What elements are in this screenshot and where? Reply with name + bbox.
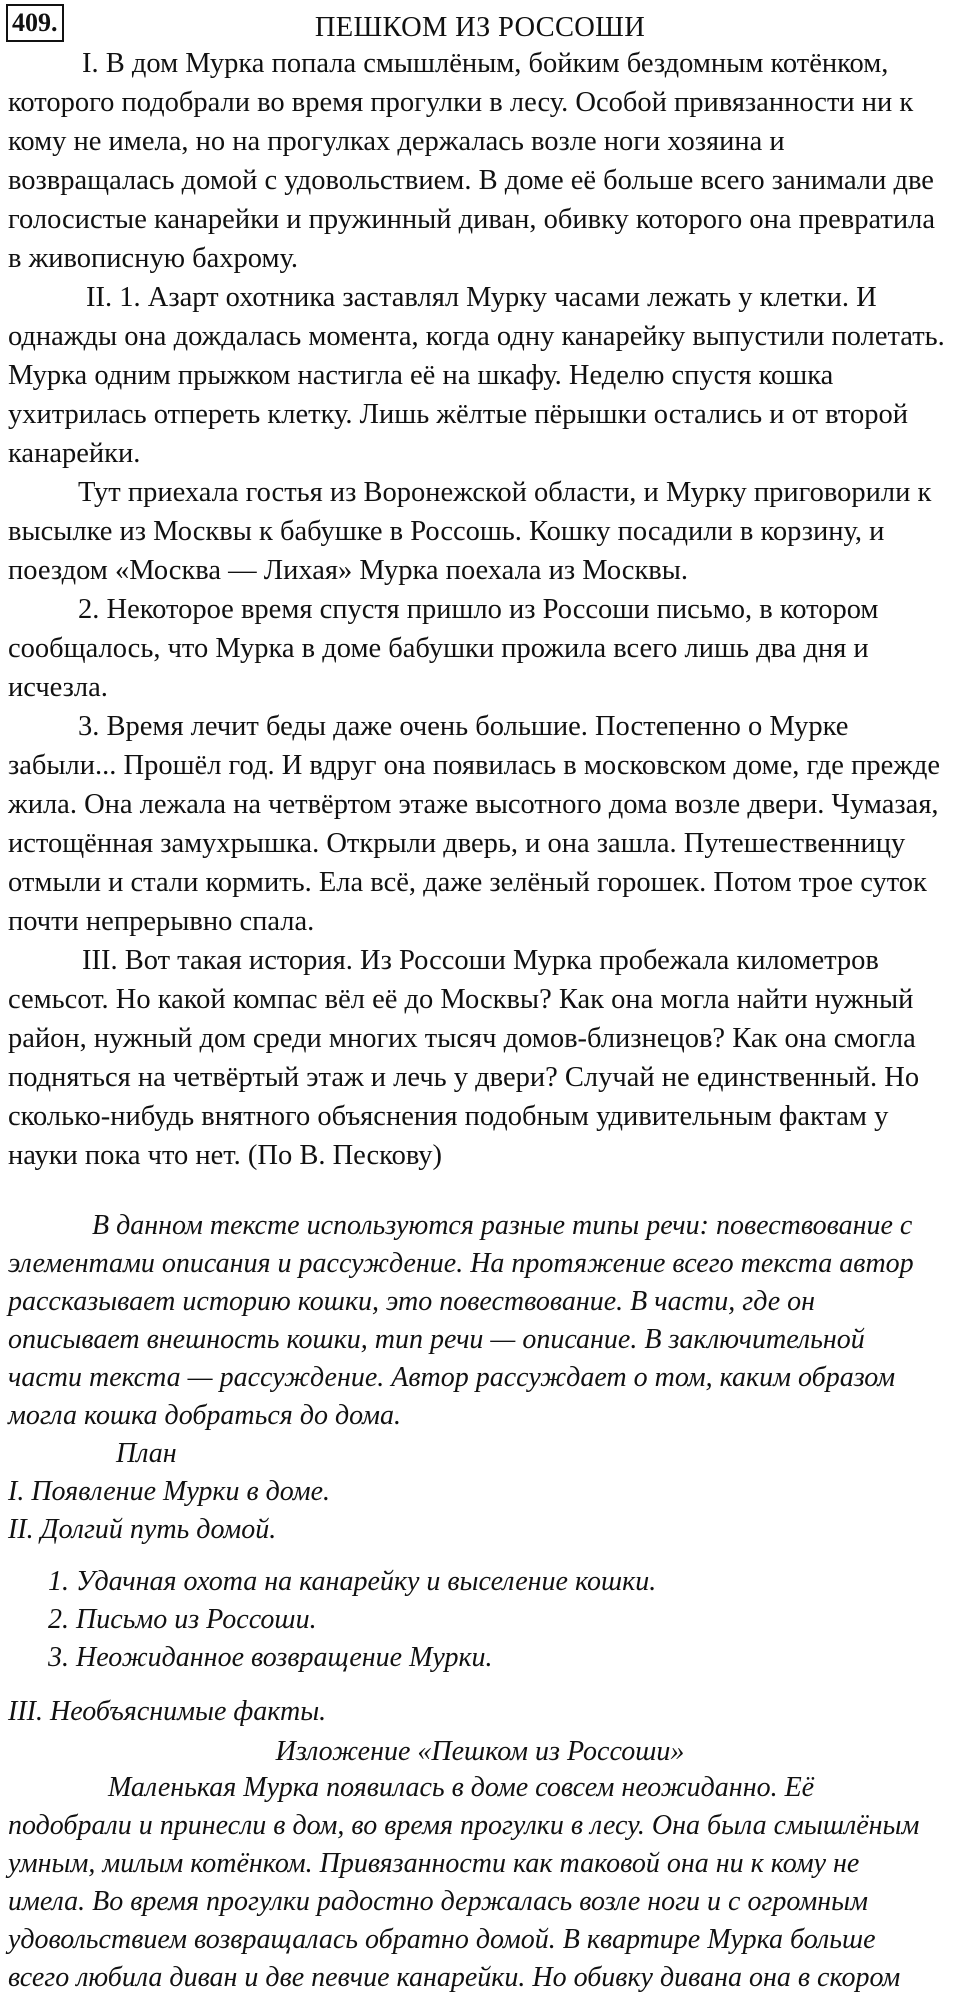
text-line: кому не имела, но на прогулках держалась возле ноги хозяина и xyxy=(8,126,785,157)
text-line: подняться на четвёртый этаж и лечь у двери? Случай не единственный. Но xyxy=(8,1062,920,1093)
text-line: высылке из Москвы к бабушке в Россошь. Кошку посадили в корзину, и xyxy=(8,516,885,547)
document-title: ПЕШКОМ ИЗ РОССОШИ xyxy=(314,12,646,43)
text-line: удовольствием возвращалась обратно домой. В квартире Мурка больше xyxy=(8,1924,876,1955)
text-line: канарейки. xyxy=(8,438,141,469)
text-line: голосистые канарейки и пружинный диван, обивку которого она превратила xyxy=(8,204,936,235)
text-line: жила. Она лежала на четвёртом этаже высотного дома возле двери. Чумазая, xyxy=(8,789,939,820)
text-line: Маленькая Мурка появилась в доме совсем неожиданно. Её xyxy=(108,1772,815,1803)
text-line: всего любила диван и две певчие канарейки. Но обивку дивана она в скором xyxy=(8,1962,901,1993)
text-line: сколько-нибудь внятного объяснения подобным удивительным фактам у xyxy=(8,1101,889,1132)
text-line: III. Вот такая история. Из Россоши Мурка пробежала километров xyxy=(82,945,879,976)
text-line: имела. Во время прогулки радостно держалась возле ноги и с огромным xyxy=(8,1886,868,1917)
text-line: забыли... Прошёл год. И вдруг она появилась в московском доме, где прежде xyxy=(8,750,941,781)
text-line: возвращалась домой с удовольствием. В доме её больше всего занимали две xyxy=(8,165,934,196)
text-line: I. В дом Мурка попала смышлёным, бойким бездомным котёнком, xyxy=(82,48,889,79)
text-line: подобрали и принесли в дом, во время прогулки в лесу. Она была смышлёным xyxy=(8,1810,920,1841)
text-line: в живописную бахрому. xyxy=(8,243,299,274)
text-line: исчезла. xyxy=(8,672,108,703)
text-line: район, нужный дом среди многих тысяч домов-близнецов? Как она смогла xyxy=(8,1023,916,1054)
text-line: умным, милым котёнком. Привязанности как таковой она ни к кому не xyxy=(8,1848,860,1879)
text-line: которого подобрали во время прогулки в лесу. Особой привязанности ни к xyxy=(8,87,914,118)
text-line: поездом «Москва — Лихая» Мурка поехала из Москвы. xyxy=(8,555,689,586)
text-line: Тут приехала гостья из Воронежской области, и Мурку приговорили к xyxy=(78,477,932,508)
text-line: могла кошка добраться до дома. xyxy=(8,1400,401,1431)
text-line: описывает внешность кошки, тип речи — описание. В заключительной xyxy=(8,1324,865,1355)
plan-subitem: 1. Удачная охота на канарейку и выселение кошки. xyxy=(48,1566,657,1597)
text-line: семьсот. Но какой компас вёл её до Москвы? Как она могла найти нужный xyxy=(8,984,914,1015)
text-line: ухитрилась отпереть клетку. Лишь жёлтые пёрышки остались и от второй xyxy=(8,399,908,430)
text-line: науки пока что нет. (По В. Пескову) xyxy=(8,1140,443,1171)
text-line: 3. Время лечит беды даже очень большие. Постепенно о Мурке xyxy=(78,711,849,742)
text-line: Мурка одним прыжком настигла её на шкафу. Неделю спустя кошка xyxy=(8,360,834,391)
plan-item: II. Долгий путь домой. xyxy=(8,1514,277,1545)
plan-item: I. Появление Мурки в доме. xyxy=(8,1476,331,1507)
plan-subitem: 3. Неожиданное возвращение Мурки. xyxy=(48,1642,493,1673)
text-line: части текста — рассуждение. Автор рассуждает о том, каким образом xyxy=(8,1362,896,1393)
exercise-number: 409. xyxy=(6,4,64,42)
text-line: элементами описания и рассуждение. На протяжение всего текста автор xyxy=(8,1248,914,1279)
text-line: В данном тексте используются разные типы речи: повествование с xyxy=(92,1210,913,1241)
plan-heading: План xyxy=(116,1438,177,1469)
plan-item: III. Необъяснимые факты. xyxy=(8,1696,327,1727)
text-line: почти непрерывно спала. xyxy=(8,906,315,937)
plan-subitem: 2. Письмо из Россоши. xyxy=(48,1604,317,1635)
text-line: однажды она дождалась момента, когда одну канарейку выпустили полетать. xyxy=(8,321,945,352)
text-line: отмыли и стали кормить. Ела всё, даже зелёный горошек. Потом трое суток xyxy=(8,867,927,898)
text-line: 2. Некоторое время спустя пришло из Россоши письмо, в котором xyxy=(78,594,879,625)
text-line: сообщалось, что Мурка в доме бабушки прожила всего лишь два дня и xyxy=(8,633,869,664)
text-line: истощённая замухрышка. Открыли дверь, и она зашла. Путешественницу xyxy=(8,828,906,859)
text-line: рассказывает историю кошки, это повествование. В части, где он xyxy=(8,1286,816,1317)
essay-heading: Изложение «Пешком из Россоши» xyxy=(275,1736,685,1767)
text-line: II. 1. Азарт охотника заставлял Мурку часами лежать у клетки. И xyxy=(86,282,877,313)
